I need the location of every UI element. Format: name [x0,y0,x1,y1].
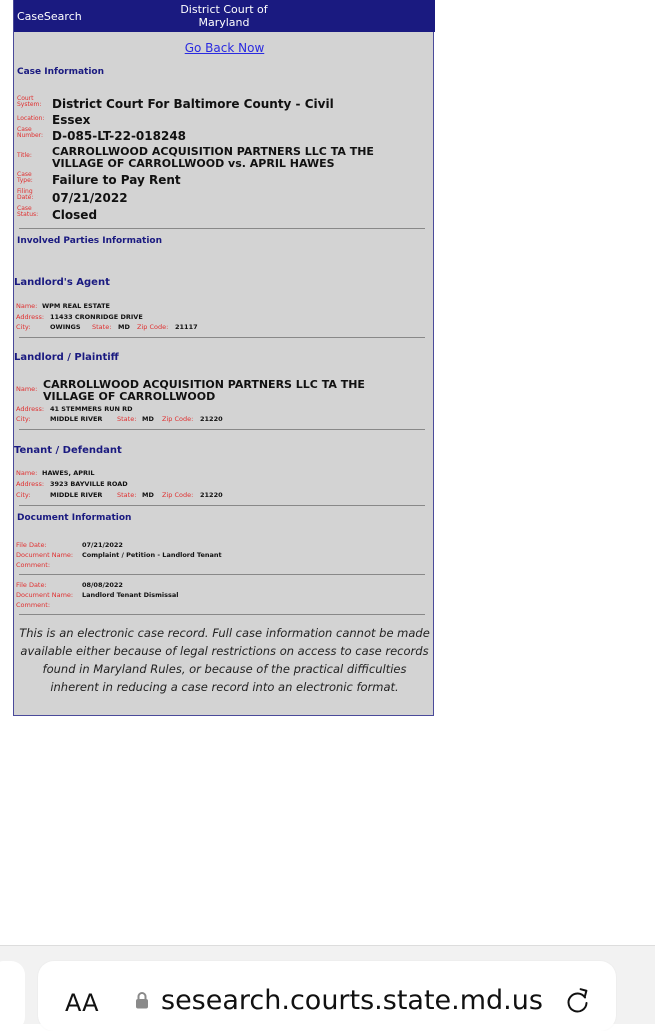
plaintiff-name-label: Name: [16,385,38,393]
divider [19,337,425,338]
plaintiff-zip-value: 21220 [200,415,223,423]
divider [19,429,425,430]
court-title-line2: Maryland [198,16,250,29]
defendant-zip-value: 21220 [200,491,223,499]
agent-address-value: 11433 CRONRIDGE DRIVE [50,313,143,321]
doc2-file-date-label: File Date: [16,581,47,589]
plaintiff-name-value: CARROLLWOOD ACQUISITION PARTNERS LLC TA THE VILLAGE OF CARROLLWOOD [43,378,365,403]
divider [19,614,425,615]
divider [19,574,425,575]
address-bar[interactable] [38,961,616,1031]
agent-zip-label: Zip Code: [137,323,169,331]
location-label: Location: [17,115,45,122]
lock-icon [135,991,149,1009]
url-text[interactable]: sesearch.courts.state.md.us [161,985,543,1016]
doc1-name-label: Document Name: [16,551,74,559]
case-panel [13,0,434,716]
involved-parties-heading: Involved Parties Information [17,236,163,246]
case-number-value: D-085-LT-22-018248 [52,129,187,143]
doc1-comment-label: Comment: [16,561,51,569]
agent-city-value: OWINGS [50,323,81,331]
defendant-zip-label: Zip Code: [162,491,194,499]
filing-date-label: Filing Date: [17,188,34,201]
plaintiff-address-label: Address: [16,405,45,413]
location-value: Essex [52,113,91,127]
court-title [174,3,274,29]
plaintiff-zip-label: Zip Code: [162,415,194,423]
defendant-state-value: MD [142,491,154,499]
agent-address-label: Address: [16,313,45,321]
brand-label: CaseSearch [17,10,82,23]
case-status-value: Closed [52,208,98,222]
agent-state-value: MD [118,323,130,331]
doc2-comment-label: Comment: [16,601,51,609]
filing-date-value: 07/21/2022 [52,191,128,205]
agent-name-label: Name: [16,302,38,310]
document-information-heading: Document Information [17,513,132,523]
doc1-file-date-label: File Date: [16,541,47,549]
disclaimer-text: This is an electronic case record. Full case information cannot be made available either because of legal restrictions on access to case records found in Maryland Rules, or because of the practical difficulties inherent in reducing a case record into an electronic format. [19,626,430,694]
previous-tab-edge[interactable] [0,961,25,1031]
defendant-city-value: MIDDLE RIVER [50,491,103,499]
case-status-label: Case Status: [17,205,39,218]
plaintiff-city-label: City: [16,415,31,423]
divider [19,228,425,229]
case-type-value: Failure to Pay Rent [52,173,181,187]
case-type-label: Case Type: [17,171,33,184]
court-system-label: Court System: [17,95,42,108]
agent-city-label: City: [16,323,31,331]
header-bar [14,0,435,32]
title-label: Title: [17,152,32,159]
agent-zip-value: 21117 [175,323,198,331]
doc2-name-value: Landlord Tenant Dismissal [82,591,179,599]
divider [19,505,425,506]
doc2-name-label: Document Name: [16,591,74,599]
case-number-label: Case Number: [17,126,44,139]
court-title-line1: District Court of [180,3,268,16]
plaintiff-state-label: State: [117,415,137,423]
agent-state-label: State: [92,323,112,331]
defendant-name-label: Name: [16,469,38,477]
plaintiff-address-value: 41 STEMMERS RUN RD [50,405,133,413]
defendant-city-label: City: [16,491,31,499]
doc1-name-value: Complaint / Petition - Landlord Tenant [82,551,222,559]
go-back-link[interactable]: Go Back Now [184,41,265,55]
reload-icon[interactable] [564,987,592,1015]
defendant-address-value: 3923 BAYVILLE ROAD [50,480,128,488]
tenant-defendant-heading: Tenant / Defendant [14,445,122,456]
defendant-name-value: HAWES, APRIL [42,469,95,477]
reader-settings-button[interactable]: AA [65,989,99,1017]
defendant-address-label: Address: [16,480,45,488]
doc2-file-date-value: 08/08/2022 [82,581,123,589]
browser-toolbar [0,945,655,1024]
defendant-state-label: State: [117,491,137,499]
court-system-value: District Court For Baltimore County - Civil [52,97,334,111]
title-value: CARROLLWOOD ACQUISITION PARTNERS LLC TA THE VILLAGE OF CARROLLWOOD vs. APRIL HAWES [52,145,374,170]
doc1-file-date-value: 07/21/2022 [82,541,123,549]
case-information-heading: Case Information [17,67,104,77]
agent-name-value: WPM REAL ESTATE [42,302,110,310]
plaintiff-state-value: MD [142,415,154,423]
landlord-plaintiff-heading: Landlord / Plaintiff [14,352,119,363]
landlords-agent-heading: Landlord's Agent [14,277,110,288]
plaintiff-city-value: MIDDLE RIVER [50,415,103,423]
